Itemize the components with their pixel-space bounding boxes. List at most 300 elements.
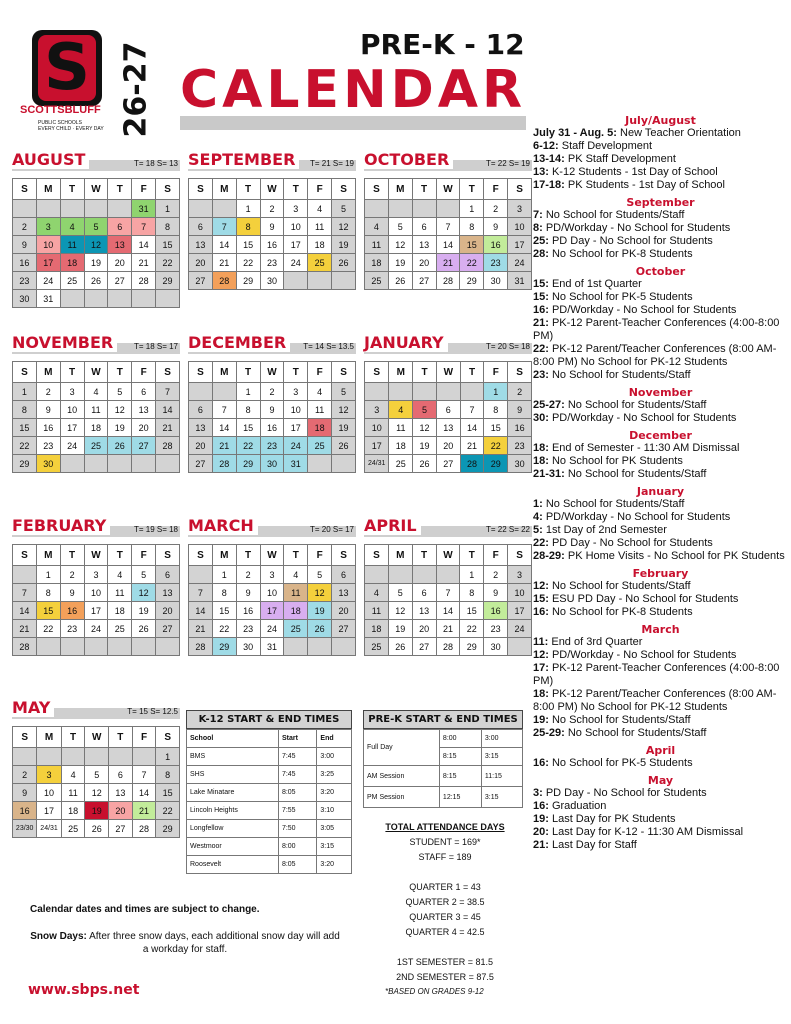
attendance-line [365, 940, 525, 955]
calendar-day: 23 [484, 620, 508, 638]
calendar-day: 23 [260, 437, 284, 455]
calendar-day: 13 [156, 584, 180, 602]
event-item [533, 248, 788, 261]
calendar-day [108, 455, 132, 473]
event-month-heading: October [635, 265, 686, 278]
calendar-day [84, 455, 108, 473]
calendar-day: 21 [460, 437, 484, 455]
calendar-day [84, 638, 108, 656]
weekday-header: T [412, 545, 436, 566]
calendar-day: 20 [108, 254, 132, 272]
attendance-line [365, 865, 525, 880]
event-date: 22: [533, 343, 549, 355]
calendar-day: 8 [460, 218, 484, 236]
calendar-day [13, 748, 37, 766]
weekday-header: M [36, 545, 60, 566]
month-name: APRIL [364, 516, 421, 535]
calendar-day: 4 [108, 566, 132, 584]
calendar-day: 9 [36, 401, 60, 419]
calendar-day: 25 [365, 272, 389, 290]
calendar-day: 27 [156, 620, 180, 638]
weekday-header: W [436, 179, 460, 200]
table-row [187, 802, 352, 820]
month-september [188, 150, 356, 290]
calendar-day: 3 [36, 218, 60, 236]
calendar-day: 19 [308, 602, 332, 620]
calendar-day [60, 290, 84, 308]
calendar-day: 13 [108, 236, 132, 254]
month-header [188, 516, 356, 538]
event-date: 17-18: [533, 179, 565, 191]
month-day-counts: T= 22 S= 22 [485, 525, 530, 534]
calendar-day: 7 [156, 383, 180, 401]
calendar-day: 4 [284, 566, 308, 584]
event-date: 11: [533, 636, 549, 648]
event-text: PD/Workday - No School for Students [548, 412, 737, 424]
calendar-day: 28 [436, 272, 460, 290]
calendar-day [332, 455, 356, 473]
weekday-header: T [460, 179, 484, 200]
weekday-header: T [412, 179, 436, 200]
calendar-day: 10 [36, 236, 60, 254]
event-date: 12: [533, 580, 549, 592]
calendar-day: 18 [365, 254, 389, 272]
event-date: 20: [533, 826, 549, 838]
weekday-header: S [189, 362, 213, 383]
weekday-header: T [108, 545, 132, 566]
calendar-day [61, 748, 85, 766]
month-name: DECEMBER [188, 333, 290, 352]
calendar-day: 21 [189, 620, 213, 638]
weekday-header: T [61, 727, 85, 748]
event-text: PD Day - No School for Students [548, 537, 713, 549]
k12-cell: Lake Minatare [187, 784, 279, 802]
event-date: 22: [533, 537, 549, 549]
calendar-day: 21 [156, 419, 180, 437]
calendar-day: 8 [484, 401, 508, 419]
calendar-day: 4 [60, 218, 84, 236]
calendar-day: 27 [412, 638, 436, 656]
event-date: 8: [533, 222, 543, 234]
month-header [364, 333, 532, 355]
calendar-day [156, 455, 180, 473]
month-grid [364, 178, 532, 290]
calendar-day [308, 638, 332, 656]
calendar-day: 24/31 [37, 820, 61, 838]
calendar-day [436, 383, 460, 401]
weekday-header: F [132, 727, 156, 748]
calendar-day: 22 [13, 437, 37, 455]
event-item [533, 800, 788, 813]
calendar-day: 25 [60, 272, 84, 290]
weekday-header: F [132, 545, 156, 566]
calendar-day: 28 [132, 820, 156, 838]
event-date: 16: [533, 800, 549, 812]
weekday-header: S [156, 179, 180, 200]
calendar-day: 12 [413, 419, 437, 437]
event-item [533, 343, 788, 369]
weekday-header: F [484, 362, 508, 383]
calendar-day: 5 [108, 383, 132, 401]
calendar-day: 5 [85, 766, 109, 784]
event-date: 5: [533, 524, 543, 536]
calendar-day: 7 [436, 218, 460, 236]
calendar-day [109, 748, 133, 766]
calendar-day [365, 566, 389, 584]
weekday-header: F [484, 179, 508, 200]
event-month-heading: November [628, 386, 693, 399]
change-notice: Calendar dates and times are subject to change. [30, 904, 260, 915]
calendar-day [13, 200, 37, 218]
prek-cell: 3:15 [481, 787, 522, 808]
month-name: NOVEMBER [12, 333, 117, 352]
calendar-day: 23 [60, 620, 84, 638]
calendar-day: 30 [260, 455, 284, 473]
calendar-day: 10 [284, 218, 308, 236]
calendar-day: 6 [109, 766, 133, 784]
attendance-line: 2ND SEMESTER = 87.5 [396, 972, 494, 982]
calendar-day: 13 [189, 236, 213, 254]
calendar-day: 24 [284, 254, 308, 272]
month-header [12, 333, 180, 355]
calendar-day [412, 200, 436, 218]
weekday-header: M [388, 545, 412, 566]
event-item [533, 636, 788, 649]
calendar-day: 30 [13, 290, 37, 308]
prek-cell: 8:00 [439, 730, 481, 748]
weekday-header: W [260, 179, 284, 200]
month-day-counts: T= 20 S= 17 [309, 525, 354, 534]
weekday-header: W [436, 362, 460, 383]
calendar-day: 12 [332, 218, 356, 236]
calendar-day: 1 [156, 748, 180, 766]
month-grid [12, 178, 180, 308]
event-item [533, 369, 788, 382]
calendar-day: 10 [508, 218, 532, 236]
logo-tagline: EVERY CHILD · EVERY DAY [38, 126, 104, 132]
calendar-day: 7 [13, 584, 37, 602]
event-item [533, 455, 788, 468]
event-text: No School for Students/Staff [564, 727, 707, 739]
calendar-day: 8 [236, 401, 260, 419]
event-item [533, 222, 788, 235]
calendar-day: 29 [13, 455, 37, 473]
calendar-day: 7 [132, 766, 156, 784]
calendar-day [36, 638, 60, 656]
weekday-header: F [132, 179, 156, 200]
calendar-day: 4 [308, 200, 332, 218]
weekday-header: W [84, 362, 108, 383]
event-date: 25: [533, 235, 549, 247]
calendar-day: 3 [508, 200, 532, 218]
calendar-day: 18 [308, 236, 332, 254]
table-row [364, 787, 523, 808]
k12-cell: Longfellow [187, 820, 279, 838]
event-date: 23: [533, 369, 549, 381]
calendar-day [332, 272, 356, 290]
calendar-day: 8 [156, 766, 180, 784]
calendar-day: 3 [284, 383, 308, 401]
k12-cell: BMS [187, 748, 279, 766]
weekday-header: S [156, 727, 180, 748]
calendar-day: 20 [436, 437, 460, 455]
k12-cell: 8:05 [278, 856, 316, 874]
calendar-day: 19 [413, 437, 437, 455]
event-date: 15: [533, 278, 549, 290]
event-date: 18: [533, 688, 549, 700]
calendar-day: 31 [508, 272, 532, 290]
weekday-header: T [236, 179, 260, 200]
prek-cell: 3:00 [481, 730, 522, 748]
event-date: 25-29: [533, 727, 565, 739]
calendar-day: 30 [260, 272, 284, 290]
event-item [533, 580, 788, 593]
event-item [533, 317, 788, 343]
calendar-day: 9 [260, 218, 284, 236]
attendance-line: QUARTER 2 = 38.5 [405, 897, 485, 907]
calendar-day: 5 [332, 200, 356, 218]
calendar-day: 20 [109, 802, 133, 820]
weekday-header: S [365, 179, 389, 200]
event-text: No School for PK-5 Students [548, 291, 693, 303]
calendar-day: 15 [156, 236, 180, 254]
k12-cell: Westmoor [187, 838, 279, 856]
calendar-day [212, 200, 236, 218]
calendar-day [108, 290, 132, 308]
weekday-header: S [13, 362, 37, 383]
calendar-day [388, 200, 412, 218]
weekday-header: W [84, 545, 108, 566]
attendance-footnote: *BASED ON GRADES 9-12 [385, 987, 484, 996]
calendar-day: 25 [284, 620, 308, 638]
calendar-day: 4 [84, 383, 108, 401]
prek-cell: AM Session [364, 766, 440, 787]
month-february [12, 516, 180, 656]
calendar-day: 23/30 [13, 820, 37, 838]
calendar-day: 24 [284, 437, 308, 455]
calendar-day [389, 383, 413, 401]
calendar-day: 18 [365, 620, 389, 638]
calendar-day: 27 [332, 620, 356, 638]
calendar-day: 15 [156, 784, 180, 802]
attendance-line: STUDENT = 169* [409, 837, 481, 847]
prek-cell: 8:15 [439, 766, 481, 787]
calendar-day [308, 455, 332, 473]
calendar-day: 7 [189, 584, 213, 602]
calendar-day: 8 [212, 584, 236, 602]
table-row [364, 766, 523, 787]
event-item [533, 813, 788, 826]
calendar-day: 25 [108, 620, 132, 638]
calendar-day: 27 [436, 455, 460, 473]
calendar-day: 17 [84, 602, 108, 620]
calendar-day: 17 [60, 419, 84, 437]
calendar-day: 3 [84, 566, 108, 584]
calendar-day: 30 [236, 638, 260, 656]
calendar-day: 15 [460, 602, 484, 620]
calendar-day: 26 [132, 620, 156, 638]
calendar-day: 9 [13, 784, 37, 802]
event-text: No School for PK-8 Students [548, 248, 693, 260]
weekday-header: T [284, 362, 308, 383]
attendance-line: 1ST SEMESTER = 81.5 [396, 957, 494, 967]
event-text: K-12 Students - 1st Day of School [548, 166, 718, 178]
calendar-day: 9 [260, 401, 284, 419]
calendar-day: 6 [156, 566, 180, 584]
calendar-day: 11 [389, 419, 413, 437]
prek-times-grid [363, 729, 523, 808]
event-date: 13: [533, 166, 549, 178]
month-header [12, 516, 180, 538]
calendar-day: 12 [108, 401, 132, 419]
calendar-day: 26 [308, 620, 332, 638]
calendar-day: 8 [13, 401, 37, 419]
calendar-day: 19 [388, 620, 412, 638]
attendance-line: QUARTER 4 = 42.5 [405, 927, 485, 937]
event-item [533, 826, 788, 839]
weekday-header: S [508, 545, 532, 566]
calendar-day: 26 [388, 638, 412, 656]
calendar-day: 16 [236, 602, 260, 620]
event-item [533, 757, 788, 770]
month-november [12, 333, 180, 473]
calendar-day: 19 [132, 602, 156, 620]
event-text: No School for PK Students [548, 455, 683, 467]
weekday-header: T [284, 545, 308, 566]
event-text: PK-12 Parent-Teacher Conferences (4:00-8:00 PM) [533, 662, 780, 687]
month-day-counts: T= 15 S= 12.5 [127, 707, 178, 716]
calendar-day: 10 [508, 584, 532, 602]
calendar-day: 19 [332, 236, 356, 254]
calendar-day: 18 [284, 602, 308, 620]
weekday-header: W [84, 179, 108, 200]
weekday-header: W [260, 362, 284, 383]
weekday-header: M [36, 179, 60, 200]
calendar-day: 23 [260, 254, 284, 272]
weekday-header: T [60, 179, 84, 200]
calendar-day: 14 [132, 236, 156, 254]
calendar-day: 4 [308, 383, 332, 401]
calendar-day: 1 [36, 566, 60, 584]
calendar-day [132, 748, 156, 766]
month-header [12, 150, 180, 172]
calendar-day: 28 [460, 455, 484, 473]
calendar-day: 9 [236, 584, 260, 602]
k12-cell: 7:45 [278, 766, 316, 784]
event-item [533, 235, 788, 248]
event-text: PK-12 Parent/Teacher Conferences (8:00 AM-8:00 PM) No School for PK-12 Students [533, 688, 777, 713]
month-grid [12, 361, 180, 473]
event-text: PD/Workday - No School for Students [542, 222, 731, 234]
calendar-day: 31 [36, 290, 60, 308]
calendar-day: 17 [36, 254, 60, 272]
k12-cell: 8:00 [278, 838, 316, 856]
event-item [533, 727, 788, 740]
calendar-day: 20 [332, 602, 356, 620]
calendar-day: 11 [84, 401, 108, 419]
event-item [533, 442, 788, 455]
calendar-day: 5 [388, 218, 412, 236]
event-text: No School for Students/Staff [548, 714, 691, 726]
event-text: No School for Students/Staff [542, 209, 685, 221]
calendar-day: 21 [436, 620, 460, 638]
calendar-day: 19 [388, 254, 412, 272]
month-march [188, 516, 356, 656]
calendar-day: 11 [60, 236, 84, 254]
event-month-heading: March [641, 623, 680, 636]
calendar-day: 6 [412, 218, 436, 236]
calendar-day: 2 [260, 383, 284, 401]
weekday-header: S [508, 362, 532, 383]
month-header [364, 150, 532, 172]
website-link[interactable]: www.sbps.net [28, 982, 140, 998]
weekday-header: T [460, 362, 484, 383]
event-item [533, 537, 788, 550]
attendance-line: QUARTER 3 = 45 [409, 912, 481, 922]
calendar-day: 2 [60, 566, 84, 584]
calendar-day: 22 [236, 254, 260, 272]
calendar-day [108, 638, 132, 656]
attendance-lines [365, 835, 525, 985]
calendar-day: 13 [332, 584, 356, 602]
calendar-day: 21 [212, 254, 236, 272]
calendar-day: 29 [460, 638, 484, 656]
calendar-day: 17 [284, 236, 308, 254]
event-item [533, 399, 788, 412]
calendar-day: 14 [132, 784, 156, 802]
event-item [533, 714, 788, 727]
event-date: 16: [533, 606, 549, 618]
k12-times-table [186, 710, 352, 874]
k12-header-cell: Start [278, 730, 316, 748]
month-header [12, 698, 180, 720]
calendar-day: 1 [484, 383, 508, 401]
event-date: July 31 - Aug. 5: [533, 127, 617, 139]
calendar-day: 14 [460, 419, 484, 437]
calendar-day [460, 383, 484, 401]
weekday-header: T [460, 545, 484, 566]
event-item [533, 278, 788, 291]
calendar-day: 24 [84, 620, 108, 638]
k12-header-cell: School [187, 730, 279, 748]
calendar-day: 6 [412, 584, 436, 602]
calendar-day: 10 [37, 784, 61, 802]
calendar-day: 25 [308, 437, 332, 455]
weekday-header: S [189, 179, 213, 200]
calendar-day: 29 [156, 272, 180, 290]
school-year [106, 41, 166, 138]
calendar-day: 21 [132, 254, 156, 272]
calendar-day [13, 566, 37, 584]
weekday-header: S [13, 179, 37, 200]
calendar-day: 17 [37, 802, 61, 820]
k12-cell: 7:45 [278, 748, 316, 766]
calendar-day: 3 [37, 766, 61, 784]
calendar-day: 19 [85, 802, 109, 820]
weekday-header: T [413, 362, 437, 383]
event-date: 21: [533, 839, 549, 851]
calendar-day: 13 [189, 419, 213, 437]
snow-days-label: Snow Days: [30, 931, 87, 942]
event-date: 21-31: [533, 468, 565, 480]
table-row [187, 766, 352, 784]
month-august [12, 150, 180, 308]
month-grid [364, 361, 532, 473]
month-header [188, 333, 356, 355]
calendar-day [132, 638, 156, 656]
calendar-day: 1 [212, 566, 236, 584]
calendar-day: 24/31 [365, 455, 389, 473]
